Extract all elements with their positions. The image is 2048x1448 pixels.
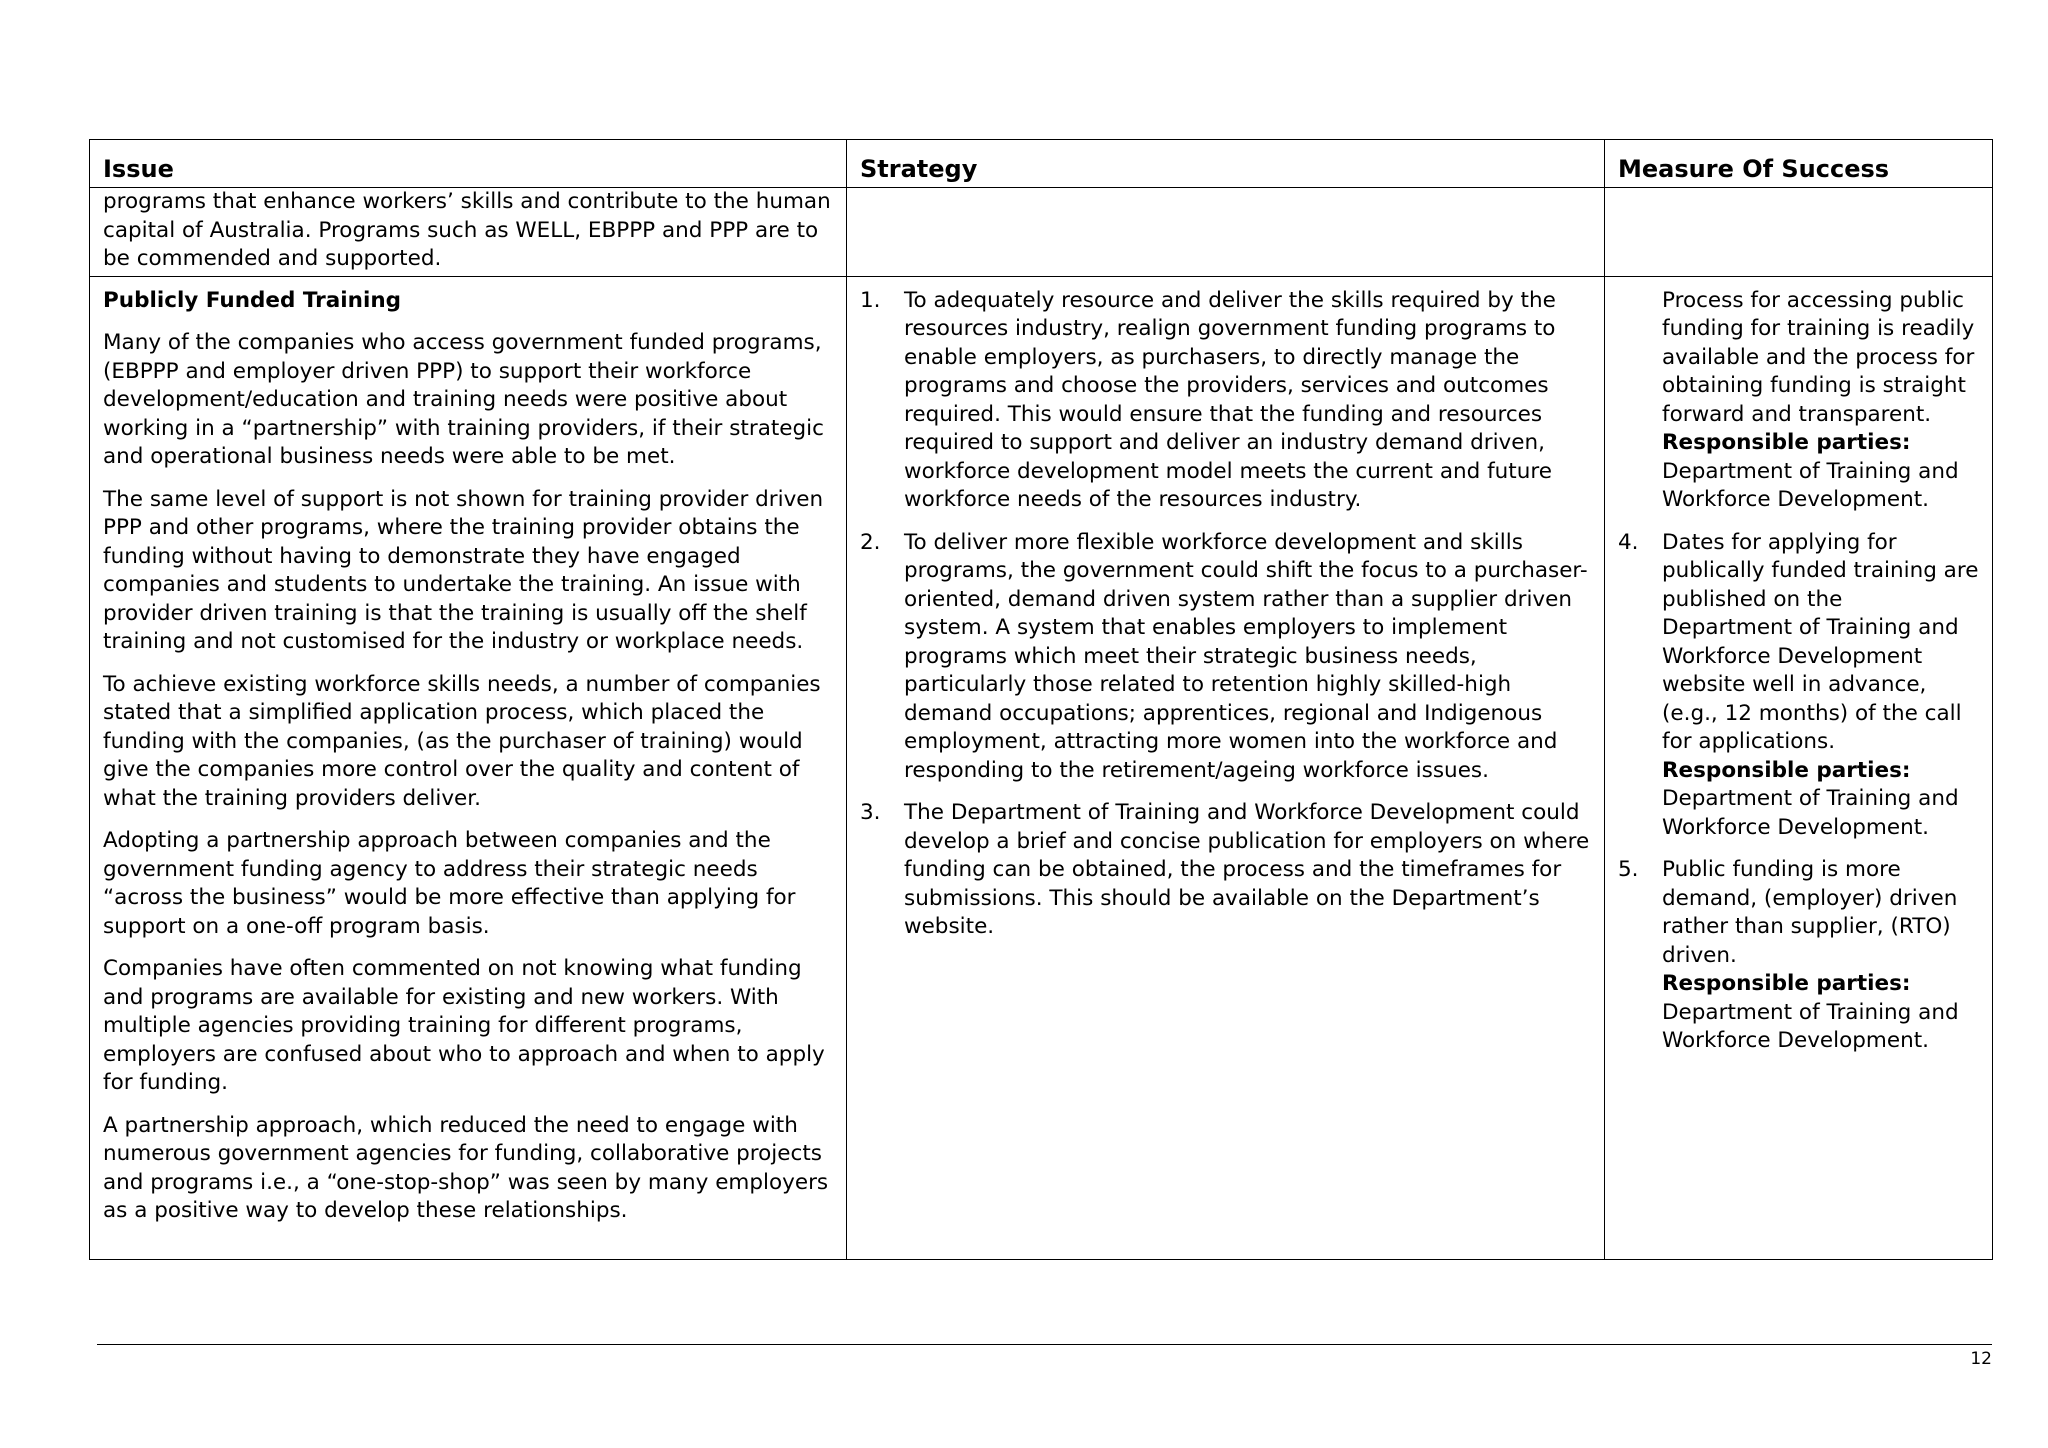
strategy-item-number: 1. (860, 287, 881, 313)
table-row-continuation (90, 188, 1993, 277)
issue-strategy-table (89, 139, 1993, 1260)
measure-item-number: 5. (1618, 857, 1639, 882)
responsible-parties-value: Department of Training and Workforce Development. (1662, 458, 1959, 512)
measure-item-text: Dates for applying for publically funded training are published on the Department of Training and Workforce Development website well in advance, (e.g., 12 months) of the call for applications. (1662, 529, 1979, 754)
measure-item-body (1662, 856, 1979, 1056)
measure-item-text: Public funding is more demand, (employer) driven rather than supplier, (RTO) driven. (1662, 857, 1958, 968)
responsible-parties-label: Responsible parties: (1662, 430, 1911, 455)
measure-item (1618, 287, 1979, 515)
strategy-item (860, 799, 1591, 942)
measure-continuation-cell (1605, 188, 1993, 277)
measure-list (1618, 287, 1979, 1056)
issue-cell (90, 276, 847, 1259)
strategy-continuation-cell (847, 188, 1605, 277)
responsible-parties-value: Department of Training and Workforce Development. (1662, 999, 1959, 1053)
strategy-item-text: The Department of Training and Workforce Development could develop a brief and concise publication for employers on where funding can be obtained, the process and the timeframes for submissions. This should be available on the Department’s website. (904, 800, 1590, 939)
header-strategy: Strategy (847, 140, 1605, 188)
responsible-parties-value: Department of Training and Workforce Development. (1662, 786, 1959, 840)
issue-paragraph: The same level of support is not shown for training provider driven PPP and other programs, where the training provider obtains the funding without having to demonstrate they have engaged companies and students to undertake the training. An issue with provider driven training is that the training is usually off the shelf training and not customised for the industry or workplace needs. (103, 486, 824, 654)
header-issue: Issue (90, 140, 847, 188)
issue-paragraph: Adopting a partnership approach between companies and the government funding agency to address their strategic needs “across the business” would be more effective than applying for support on a one-off program basis. (103, 828, 796, 939)
strategy-item (860, 529, 1591, 786)
issue-continuation-cell (90, 188, 847, 277)
strategy-item-number: 2. (860, 529, 881, 555)
table-row-publicly-funded-training (90, 276, 1993, 1259)
issue-continuation-text: programs that enhance workers’ skills and contribute to the human capital of Australia. Programs such as WELL, EBPPP and PPP are to be commended and supported. (103, 189, 831, 271)
issue-paragraph: A partnership approach, which reduced the need to engage with numerous government agencies for funding, collaborative projects and programs i.e., a “one-stop-shop” was seen by many employers as a positive way to develop these relationships. (103, 1112, 829, 1223)
footer-divider (97, 1344, 1992, 1345)
strategy-item-text: To adequately resource and deliver the skills required by the resources industry, realign government funding programs to enable employers, as purchasers, to directly manage the programs and choose the providers, services and outcomes required. This would ensure that the funding and resources required to support and deliver an industry demand driven, workforce development model meets the current and future workforce needs of the resources industry. (904, 287, 1556, 512)
measure-item (1618, 856, 1979, 1056)
measure-item-number: 4. (1618, 529, 1639, 555)
strategy-list (860, 287, 1591, 942)
strategy-cell (847, 276, 1605, 1259)
measure-item-body (1662, 529, 1979, 843)
measure-cell (1605, 276, 1993, 1259)
measure-item (1618, 529, 1979, 843)
issue-paragraph: Companies have often commented on not knowing what funding and programs are available for existing and new workers. With multiple agencies providing training for different programs, employers are confused about who to approach and when to apply for funding. (103, 956, 825, 1095)
measure-item-text: Process for accessing public funding for training is readily available and the process for obtaining funding is straight forward and transparent. (1662, 287, 1975, 427)
header-measure-of-success: Measure Of Success (1605, 140, 1993, 188)
strategy-item-number: 3. (860, 800, 881, 825)
issue-paragraph: Many of the companies who access government funded programs, (EBPPP and employer driven PPP) to support their workforce development/education and training needs were positive about working in a “partnership” with training providers, if their strategic and operational business needs were able to be met. (103, 330, 824, 469)
responsible-parties-label: Responsible parties: (1662, 757, 1911, 783)
issue-paragraph: To achieve existing workforce skills needs, a number of companies stated that a simplified application process, which placed the funding with the companies, (as the purchaser of training) would give the companies more control over the quality and content of what the training providers deliver. (103, 671, 821, 811)
measure-item-body (1662, 287, 1979, 515)
table-header-row (90, 140, 1993, 188)
measure-item-number (1618, 287, 1662, 515)
page-number: 12 (1970, 1349, 1992, 1369)
issue-heading: Publicly Funded Training (103, 287, 402, 313)
strategy-item-text: To deliver more flexible workforce development and skills programs, the government could shift the focus to a purchaser-oriented, demand driven system rather than a supplier driven system. A system that enables employers to implement programs which meet their strategic business needs, particularly those related to retention highly skilled-high demand occupations; apprentices, regional and Indigenous employment, attracting more women into the workforce and responding to the retirement/ageing workforce issues. (904, 529, 1588, 783)
strategy-item (860, 287, 1591, 515)
responsible-parties-label: Responsible parties: (1662, 971, 1911, 996)
